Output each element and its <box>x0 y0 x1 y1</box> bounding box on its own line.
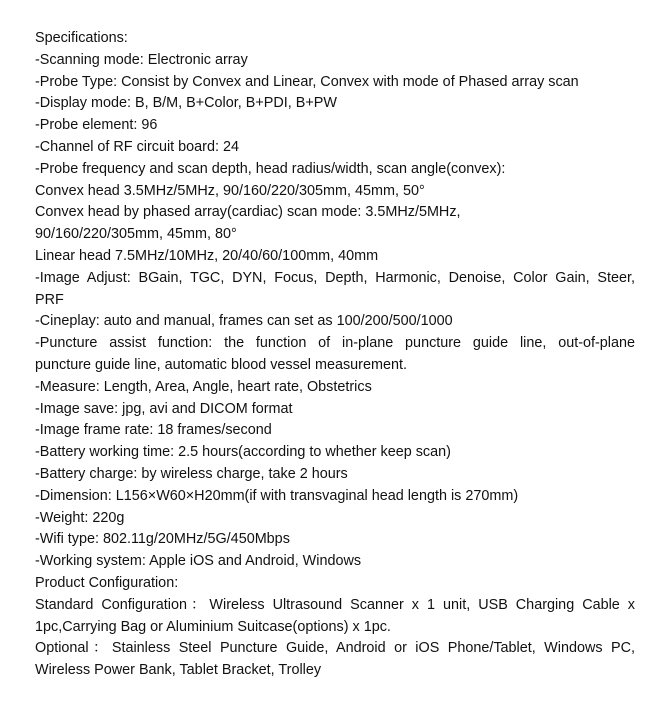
text-line: 90/160/220/305mm, 45mm, 80° <box>35 226 237 243</box>
text-line: -Probe element: 96 <box>35 117 158 134</box>
specifications-document <box>35 28 635 682</box>
text-line: puncture guide line, automatic blood vessel measurement. <box>35 356 407 373</box>
text-line: PRF <box>35 291 64 308</box>
text-line: -Battery charge: by wireless charge, take 2 hours <box>35 465 348 482</box>
text-line: -Display mode: B, B/M, B+Color, B+PDI, B+PW <box>35 95 337 112</box>
text-line: -Probe Type: Consist by Convex and Linear, Convex with mode of Phased array scan <box>35 73 579 90</box>
text-line: -Image frame rate: 18 frames/second <box>35 422 272 439</box>
text-line: -Puncture assist function: the function of in-plane puncture guide line, out-of-plane <box>35 335 635 352</box>
text-line: Optional：Stainless Steel Puncture Guide, Android or iOS Phone/Tablet, Windows PC, <box>35 640 635 657</box>
text-line: Convex head 3.5MHz/5MHz, 90/160/220/305mm, 45mm, 50° <box>35 182 425 199</box>
text-line: -Scanning mode: Electronic array <box>35 51 248 68</box>
text-line: Specifications: <box>35 30 128 46</box>
text-line: -Image save: jpg, avi and DICOM format <box>35 400 293 417</box>
text-line: -Channel of RF circuit board: 24 <box>35 138 239 155</box>
text-line: -Weight: 220g <box>35 509 125 526</box>
text-line: -Dimension: L156×W60×H20mm(if with transvaginal head length is 270mm) <box>35 487 519 504</box>
text-line: -Battery working time: 2.5 hours(according to whether keep scan) <box>35 444 451 461</box>
text-line: -Measure: Length, Area, Angle, heart rate, Obstetrics <box>35 378 372 395</box>
text-line: Convex head by phased array(cardiac) scan mode: 3.5MHz/5MHz, <box>35 204 461 221</box>
text-line: Product Configuration: <box>35 574 179 591</box>
text-line: -Cineplay: auto and manual, frames can set as 100/200/500/1000 <box>35 313 453 330</box>
text-line: Wireless Power Bank, Tablet Bracket, Trolley <box>35 662 322 679</box>
text-line: -Image Adjust: BGain, TGC, DYN, Focus, Depth, Harmonic, Denoise, Color Gain, Steer, <box>35 269 635 286</box>
text-line: -Wifi type: 802.11g/20MHz/5G/450Mbps <box>35 531 290 548</box>
text-line: Standard Configuration：Wireless Ultrasound Scanner x 1 unit, USB Charging Cable x <box>35 596 635 613</box>
text-line: 1pc,Carrying Bag or Aluminium Suitcase(options) x 1pc. <box>35 618 391 635</box>
text-line: Linear head 7.5MHz/10MHz, 20/40/60/100mm, 40mm <box>35 247 379 264</box>
text-line: -Probe frequency and scan depth, head radius/width, scan angle(convex): <box>35 160 506 177</box>
text-line: -Working system: Apple iOS and Android, Windows <box>35 553 362 570</box>
